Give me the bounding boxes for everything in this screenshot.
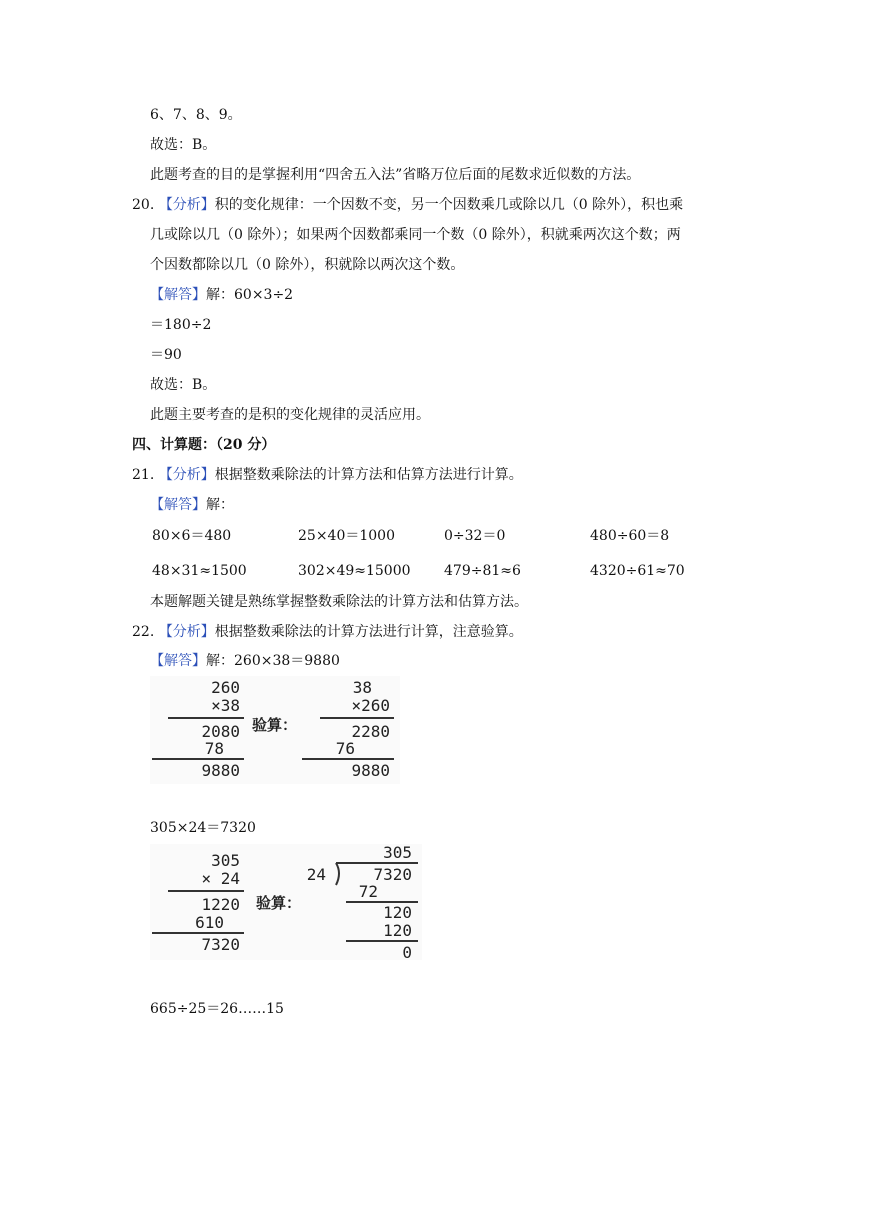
calc-cell: 80×6＝480 [152,528,232,544]
calc-cell: 25×40＝1000 [298,528,395,544]
fig-digit-row: 78 [204,739,224,758]
text-line: 305×24＝7320 [150,820,256,836]
fig-digit-row: 7320 [201,935,240,954]
analysis-tag: 【分析】 [158,467,215,483]
calc-cell: 480÷60＝8 [590,528,670,544]
fig-digit-row: 76 [335,739,355,758]
fig-digit-row: 120 [383,903,412,922]
fig-digit-row: 9880 [351,761,390,780]
fig-digit-row: 2280 [351,722,390,741]
analysis-tag: 【分析】 [158,624,215,640]
text-line: 6、7、8、9。 [150,107,242,123]
fig-digit-row: × 24 [201,869,240,888]
answer-line [150,651,340,671]
answer-line [150,495,234,515]
text-line: 故选：B。 [150,137,217,153]
answer-text: 解： [206,497,234,513]
text-line: 几或除以几（0 除外）；如果两个因数都乘同一个数（0 除外），积就乘两次这个数；两 [150,227,681,243]
quotient: 305 [383,844,412,862]
check-label: 验算： [256,894,302,912]
fig-digit-row: 38 [352,678,372,697]
fig-digit-row: 2080 [201,722,240,741]
calc-cell: 302×49≈15000 [298,563,411,579]
fig-digit-row: 1220 [201,895,240,914]
question-22 [132,622,523,642]
fig-digit-row: 9880 [201,761,240,780]
text-line: ＝90 [150,347,182,363]
fig-digit-row: 305 [211,851,240,870]
fig-digit-row: 610 [195,913,224,932]
calc-cell: 48×31≈1500 [152,563,247,579]
check-label: 验算： [252,716,298,734]
fig-digit-row: 260 [211,678,240,697]
text-line: ＝180÷2 [150,317,212,333]
answer-tag: 【解答】 [150,287,206,303]
analysis-text: 积的变化规律：一个因数不变，另一个因数乘几或除以几（0 除外），积也乘 [214,197,684,213]
answer-tag: 【解答】 [150,497,206,513]
analysis-text: 根据整数乘除法的计算方法和估算方法进行计算。 [214,467,523,483]
text-line: 个因数都除以几（0 除外），积就除以两次这个数。 [150,257,465,273]
answer-text: 解：60×3÷2 [206,287,294,303]
fig-digit-row: 72 [358,882,378,901]
text-line: 此题考查的目的是掌握利用“四舍五入法”省略万位后面的尾数求近似数的方法。 [150,167,641,183]
text-line: 故选：B。 [150,377,217,393]
text-line: 665÷25＝26……15 [150,1001,284,1017]
answer-tag: 【解答】 [150,653,206,669]
calc-cell: 479÷81≈6 [444,563,521,579]
divisor: 24 [306,865,326,884]
question-20 [132,195,683,215]
analysis-tag: 【分析】 [158,197,215,213]
multiplication-figure-1 [150,676,400,784]
calc-cell: 0÷32＝0 [444,528,506,544]
question-number: 21. [132,467,155,483]
text-line: 此题主要考查的是积的变化规律的灵活应用。 [150,407,430,423]
fig-digit-row: 0 [402,943,412,960]
question-21 [132,465,523,485]
question-number: 22. [132,624,155,640]
multiplication-figure-2 [150,844,422,960]
text-line: 本题解题关键是熟练掌握整数乘除法的计算方法和估算方法。 [150,594,528,610]
question-number: 20. [132,197,155,213]
answer-line [150,285,293,305]
dividend: 7320 [373,865,412,884]
fig-digit-row: ×38 [211,696,240,715]
section-heading: 四、计算题：（20 分） [132,437,276,453]
answer-text: 解：260×38＝9880 [206,653,340,669]
fig-digit-row: ×260 [351,696,390,715]
analysis-text: 根据整数乘除法的计算方法进行计算，注意验算。 [214,624,523,640]
fig-digit-row: 120 [383,921,412,940]
calc-cell: 4320÷61≈70 [590,563,685,579]
